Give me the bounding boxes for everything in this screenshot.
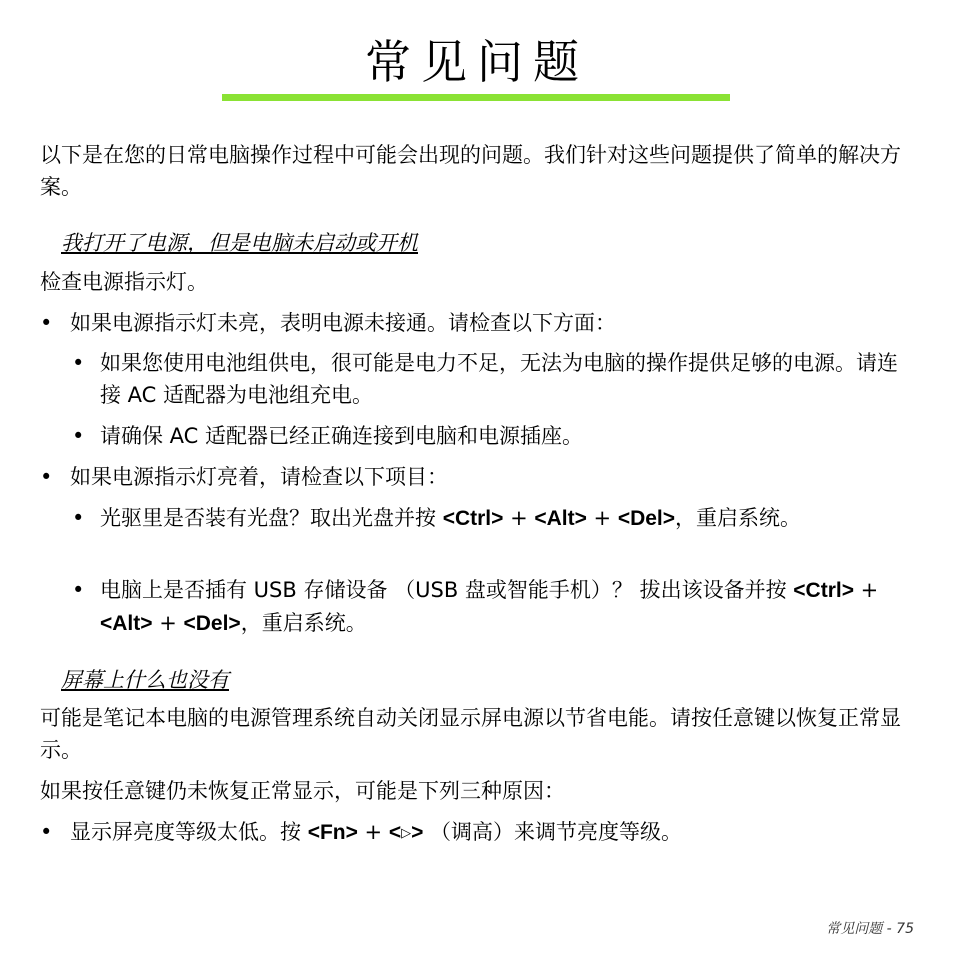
- list-item-optical-disc: 光驱里是否装有光盘？取出光盘并按 <Ctrl> + <Alt> + <Del>，重启系统。: [100, 506, 802, 530]
- list-item-power-light-on: 如果电源指示灯亮着，请检查以下项目：: [70, 465, 448, 489]
- list-item-brightness-low: 显示屏亮度等级太低。按 <Fn> + <▷> （调高）来调节亮度等级。: [70, 820, 683, 844]
- fn-key: <Fn>: [307, 821, 358, 844]
- list-item-usb-device: 电脑上是否插有 USB 存储设备 （USB 盘或智能手机）？ 拔出该设备并按 <Ctrl> + <Alt> + <Del>，重启系统。: [100, 578, 879, 635]
- alt-key: <Alt>: [534, 507, 587, 530]
- bullet-icon: •: [40, 465, 53, 489]
- list-item-battery-low: 如果您使用电池组供电，很可能是电力不足，无法为电脑的操作提供足够的电源。请连接 AC 适配器为电池组充电。: [100, 351, 898, 407]
- bullet-icon: •: [72, 424, 85, 448]
- bullet-icon: •: [72, 506, 85, 530]
- section-heading-power: 我打开了电源，但是电脑未启动或开机: [61, 231, 418, 255]
- list-item-ac-adapter: 请确保 AC 适配器已经正确连接到电脑和电源插座。: [100, 424, 584, 448]
- brightness-up-icon: ▷: [401, 826, 412, 841]
- three-causes-paragraph: 如果按任意键仍未恢复正常显示，可能是下列三种原因：: [40, 779, 565, 803]
- intro-paragraph: 以下是在您的日常电脑操作过程中可能会出现的问题。我们针对这些问题提供了简单的解决方案。: [40, 143, 901, 199]
- del-key: <Del>: [183, 612, 241, 635]
- section-heading-blank-screen: 屏幕上什么也没有: [61, 668, 229, 692]
- alt-key: <Alt>: [100, 612, 153, 635]
- bullet-icon: •: [40, 311, 53, 335]
- del-key: <Del>: [617, 507, 676, 530]
- page-title: 常见问题: [365, 35, 589, 89]
- bullet-icon: •: [40, 820, 53, 844]
- bullet-icon: •: [72, 351, 85, 375]
- page-footer: 常见问题 - 75: [826, 921, 914, 937]
- ctrl-key: <Ctrl>: [442, 507, 504, 530]
- ctrl-key: <Ctrl>: [793, 579, 854, 602]
- bullet-icon: •: [72, 578, 85, 602]
- brightness-key-open: <: [388, 821, 402, 844]
- check-power-light-text: 检查电源指示灯。: [40, 270, 208, 294]
- power-management-paragraph: 可能是笔记本电脑的电源管理系统自动关闭显示屏电源以节省电能。请按任意键以恢复正常显示。: [40, 706, 901, 762]
- list-item-power-light-off: 如果电源指示灯未亮，表明电源未接通。请检查以下方面：: [70, 311, 616, 335]
- title-underline-bar: [222, 94, 730, 101]
- brightness-key-close: >: [411, 821, 424, 844]
